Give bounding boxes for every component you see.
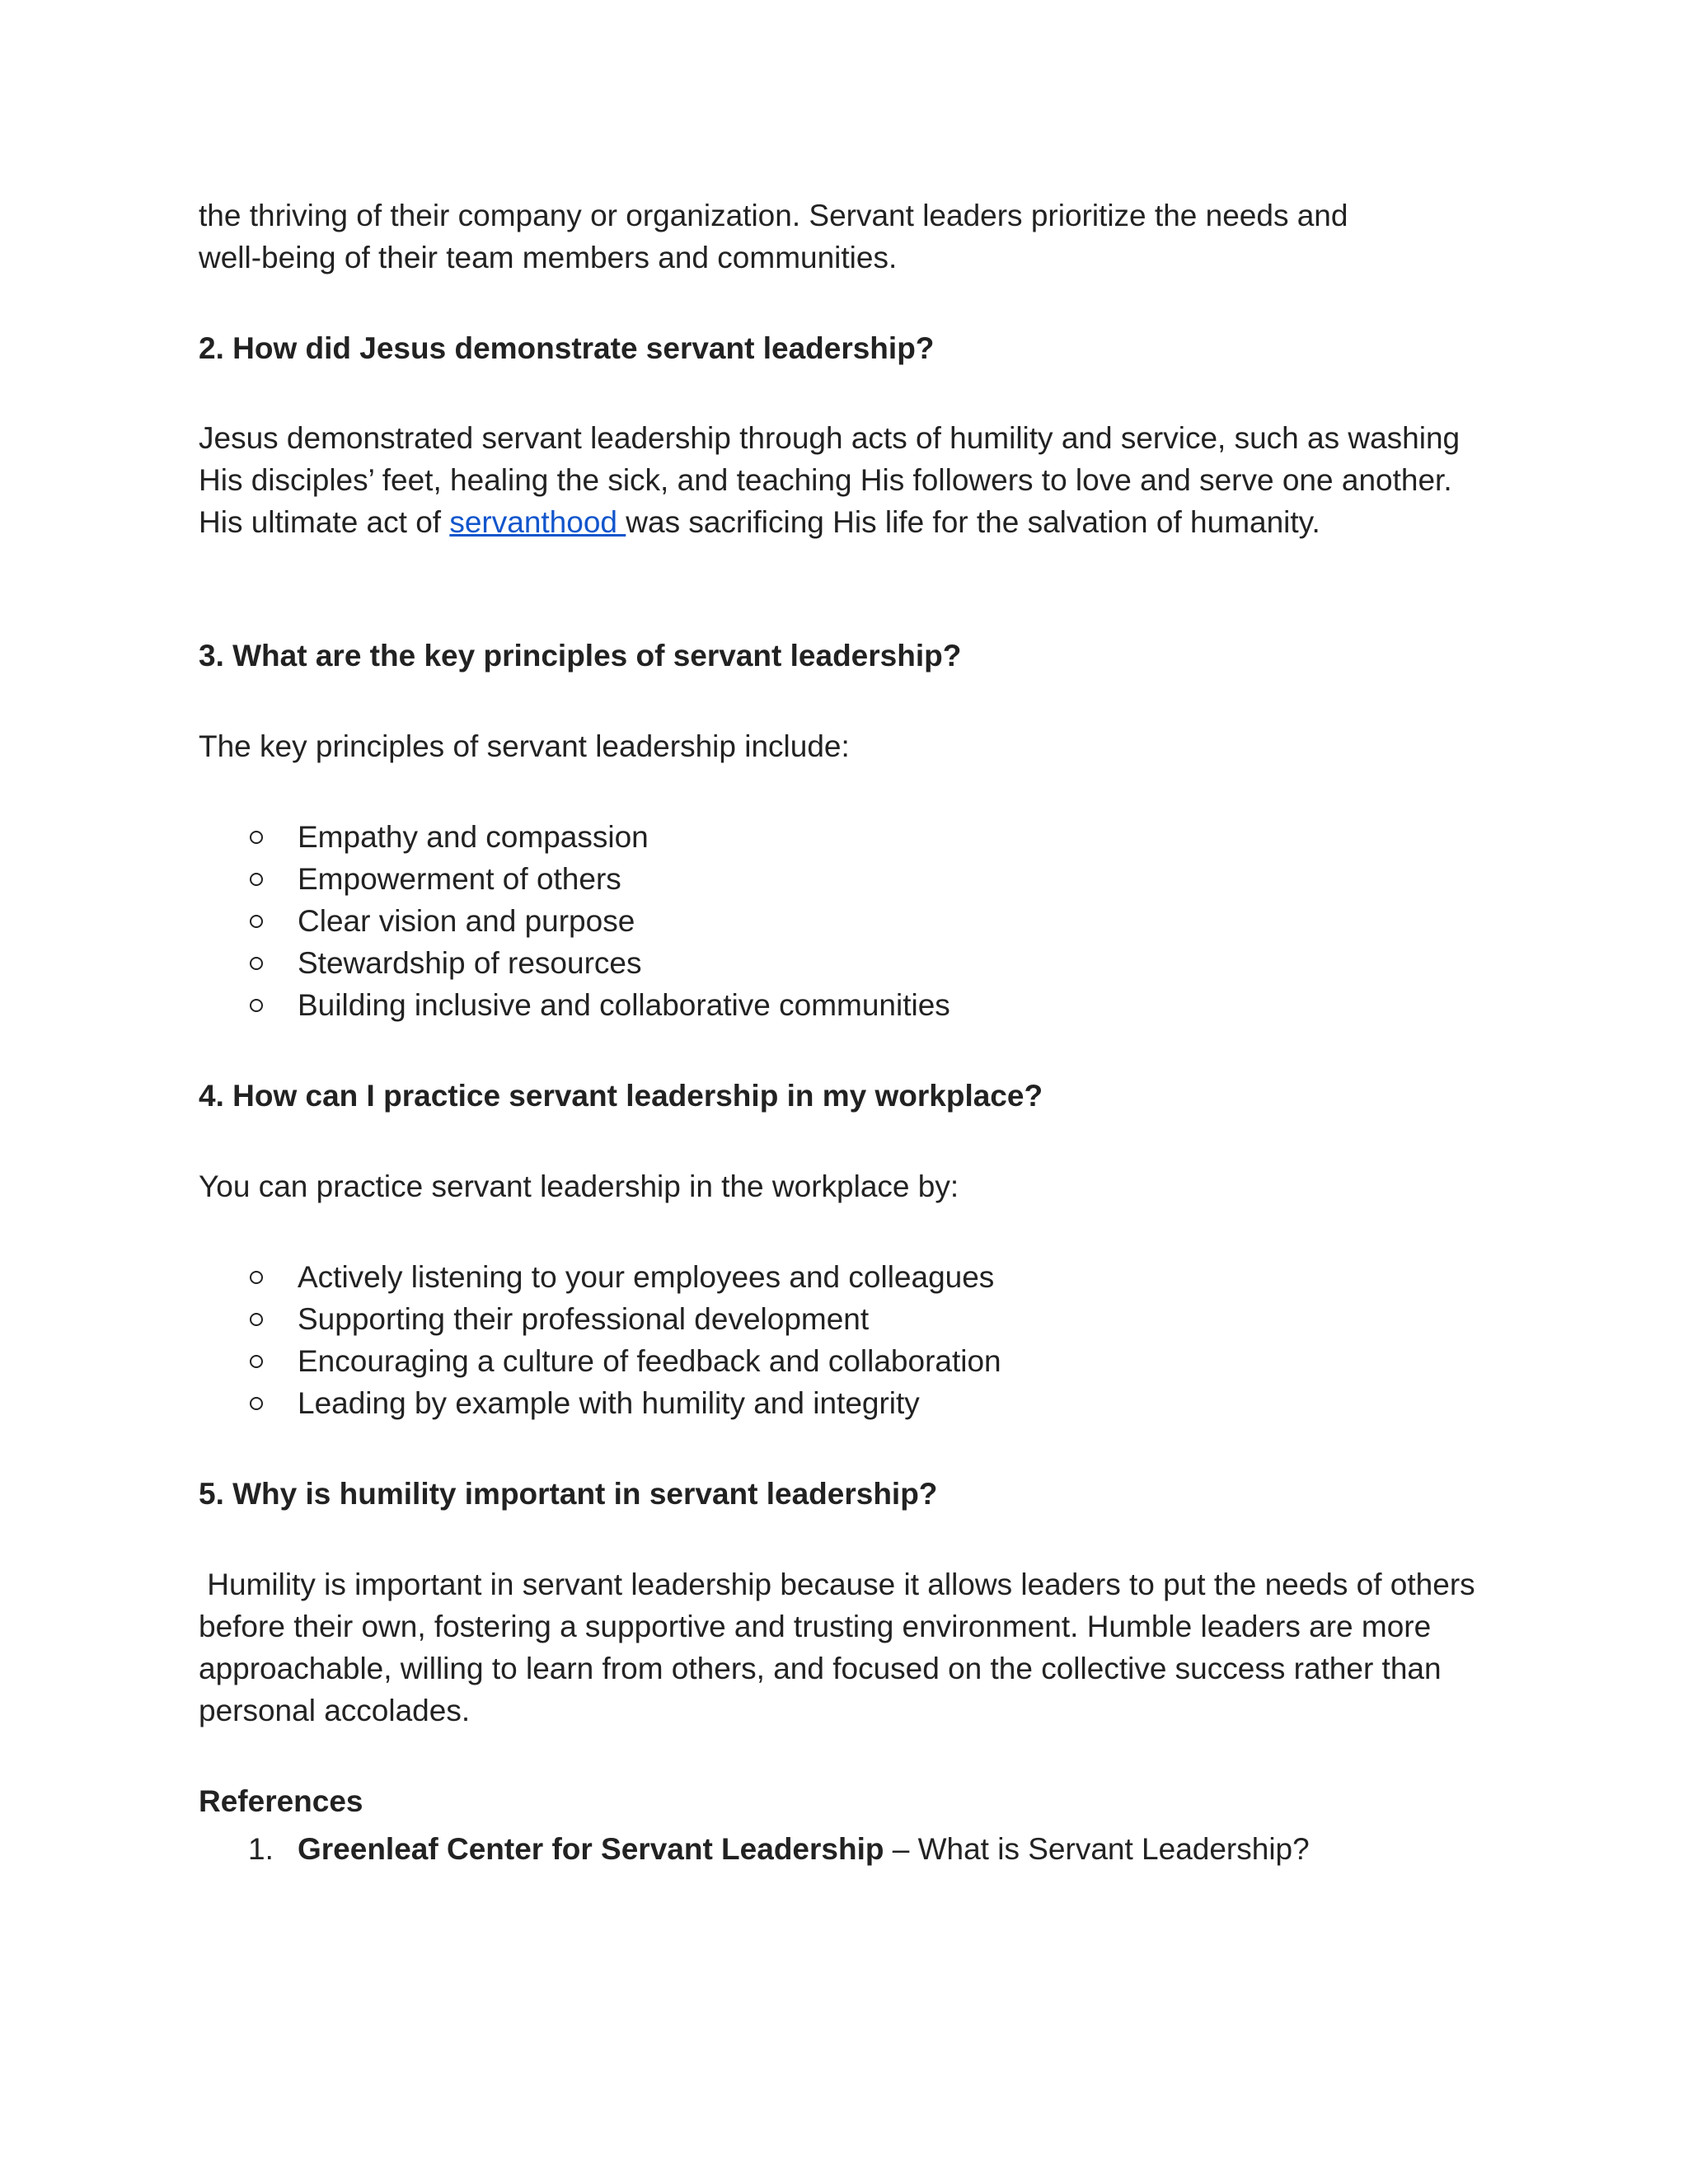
servanthood-link[interactable]: servanthood: [449, 505, 626, 539]
bullet-circle-icon: [250, 1355, 263, 1368]
list-item: [199, 1256, 1484, 1298]
intro-line-2: well-being of their team members and communities.: [199, 241, 898, 274]
list-item: [199, 984, 1484, 1026]
q4-intro: You can practice servant leadership in the workplace by:: [199, 1169, 959, 1203]
list-item: [199, 858, 1484, 900]
q3-heading: 3. What are the key principles of servant leadership?: [199, 639, 962, 673]
bullet-circle-icon: [250, 873, 263, 886]
list-item-text: Encouraging a culture of feedback and collaboration: [298, 1344, 1001, 1378]
q2-text-after-link: was sacrificing His life for the salvation of humanity.: [626, 505, 1320, 539]
q2-text-before-link: Jesus demonstrated servant leadership through acts of humility and service, such as washing His disciples’ feet, healing the sick, and teaching His followers to love and serve one another. His ultimate act of: [199, 421, 1461, 539]
q5-paragraph: Humility is important in servant leadership because it allows leaders to put the needs of others before their own, fostering a supportive and trusting environment. Humble leaders are more approachable, willing to learn from others, and focused on the collective success rather than personal accolades.: [199, 1568, 1484, 1727]
list-item-text: Empowerment of others: [298, 862, 621, 896]
q2-paragraph: [199, 417, 1484, 543]
list-item: [199, 816, 1484, 858]
list-item: [199, 942, 1484, 984]
list-item-text: Building inclusive and collaborative communities: [298, 988, 950, 1022]
references-heading: References: [199, 1784, 363, 1818]
q3-bullet-list: [199, 816, 1484, 1026]
list-item-text: Supporting their professional development: [298, 1302, 870, 1336]
reference-description: – What is Servant Leadership?: [884, 1832, 1310, 1866]
bullet-circle-icon: [250, 957, 263, 970]
list-item-text: Empathy and compassion: [298, 820, 649, 854]
bullet-circle-icon: [250, 1397, 263, 1410]
list-item-text: Stewardship of resources: [298, 946, 642, 980]
references-list: [199, 1828, 1484, 1870]
bullet-circle-icon: [250, 915, 263, 928]
reference-title: Greenleaf Center for Servant Leadership: [298, 1832, 884, 1866]
bullet-circle-icon: [250, 1313, 263, 1326]
intro-line-1: the thriving of their company or organization. Servant leaders prioritize the needs and: [199, 199, 1348, 232]
intro-paragraph: [199, 194, 1484, 279]
q5-heading: 5. Why is humility important in servant leadership?: [199, 1477, 938, 1511]
list-item-text: Actively listening to your employees and colleagues: [298, 1260, 995, 1294]
q4-heading: 4. How can I practice servant leadership in my workplace?: [199, 1079, 1043, 1113]
list-item-text: Clear vision and purpose: [298, 904, 635, 938]
bullet-circle-icon: [250, 999, 263, 1012]
bullet-circle-icon: [250, 1271, 263, 1284]
list-item: [199, 1340, 1484, 1382]
q2-heading: 2. How did Jesus demonstrate servant leadership?: [199, 331, 935, 365]
list-item: [199, 900, 1484, 942]
q3-intro: The key principles of servant leadership include:: [199, 729, 850, 763]
list-item: [199, 1382, 1484, 1424]
list-item-text: Leading by example with humility and integrity: [298, 1386, 920, 1420]
q4-bullet-list: [199, 1256, 1484, 1424]
reference-item: [199, 1828, 1484, 1870]
list-item: [199, 1298, 1484, 1340]
bullet-circle-icon: [250, 831, 263, 844]
reference-number: 1.: [248, 1832, 274, 1866]
